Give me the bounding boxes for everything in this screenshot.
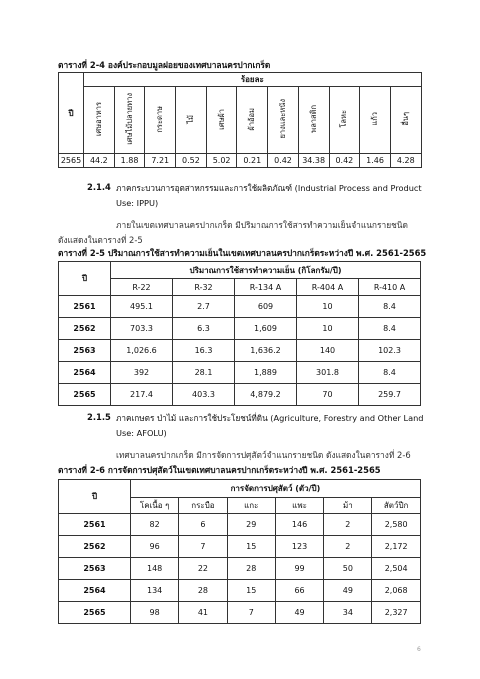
table-2-4-column-header — [298, 87, 329, 154]
table-2-5-value-cell: 1,026.6 — [111, 340, 173, 362]
table-2-5-column-header: R-404 A — [297, 279, 359, 296]
table-2-4-year-cell: 2565 — [59, 154, 84, 168]
table-2-6-value-cell: 2,068 — [372, 580, 420, 602]
table-2-5 — [58, 261, 421, 406]
table-2-4-value-cell: 44.2 — [84, 154, 115, 168]
table-2-6-value-cell: 96 — [131, 536, 179, 558]
table-2-6-caption: ตารางที่ 2-6 การจัดการปศุสัตว์ในเขตเทศบาลนครปากเกร็ดระหว่างปี พ.ศ. 2561-2565 — [58, 465, 381, 475]
table-2-5-value-cell: 495.1 — [111, 296, 173, 318]
table-2-6-value-cell: 29 — [227, 514, 275, 536]
table-2-6-value-cell: 34 — [324, 602, 372, 624]
table-2-4-column-header — [390, 87, 421, 154]
table-2-4-column-label: ผ้าอ้อม — [247, 107, 257, 131]
table-2-6-value-cell: 2,504 — [372, 558, 420, 580]
table-2-6-column-header: ม้า — [324, 498, 372, 514]
table-row — [59, 340, 421, 362]
section-2-1-4-number: 2.1.4 — [87, 182, 111, 192]
table-2-6-column-header: โคเนื้อ ๆ — [131, 498, 179, 514]
table-2-4-column-header — [145, 87, 176, 154]
table-2-6 — [58, 479, 421, 624]
table-2-4-column-header — [114, 87, 145, 154]
table-2-5-column-header: R-22 — [111, 279, 173, 296]
table-2-6-column-header: กระบือ — [179, 498, 227, 514]
table-2-6-value-cell: 123 — [275, 536, 323, 558]
table-2-6-value-cell: 15 — [227, 580, 275, 602]
table-2-6-value-cell: 7 — [227, 602, 275, 624]
table-row — [59, 296, 421, 318]
table-2-5-value-cell: 70 — [297, 384, 359, 406]
table-2-5-value-cell: 259.7 — [359, 384, 421, 406]
table-row — [59, 558, 421, 580]
table-2-5-value-cell: 10 — [297, 296, 359, 318]
table-2-5-year-cell: 2562 — [59, 318, 111, 340]
table-2-6-value-cell: 2 — [324, 514, 372, 536]
table-2-5-year-cell: 2561 — [59, 296, 111, 318]
table-2-6-value-cell: 49 — [324, 580, 372, 602]
table-2-5-value-cell: 703.3 — [111, 318, 173, 340]
table-2-5-year-cell: 2564 — [59, 362, 111, 384]
table-2-4-column-label: ไม้ — [185, 114, 195, 124]
table-2-6-year-header: ปี — [59, 480, 131, 514]
table-2-5-value-cell: 1,609 — [235, 318, 297, 340]
section-2-1-4-body: ภายในเขตเทศบาลนครปากเกร็ด มีปริมาณการใช้สารทำความเย็นจำแนกรายชนิด — [116, 220, 408, 230]
table-2-5-value-cell: 301.8 — [297, 362, 359, 384]
table-2-6-value-cell: 41 — [179, 602, 227, 624]
table-2-5-value-cell: 1,636.2 — [235, 340, 297, 362]
section-2-1-5-title-cont: Use: AFOLU) — [116, 428, 167, 438]
table-2-5-value-cell: 8.4 — [359, 296, 421, 318]
table-2-5-value-cell: 8.4 — [359, 318, 421, 340]
section-2-1-5-body: เทศบาลนครปากเกร็ด มีการจัดการปศุสัตว์จำแนกรายชนิด ดังแสดงในตารางที่ 2-6 — [116, 450, 411, 460]
table-2-4-column-header — [329, 87, 360, 154]
table-row — [59, 602, 421, 624]
table-2-4-column-header — [84, 87, 115, 154]
table-2-4-column-label: แก้ว — [370, 112, 380, 126]
table-2-6-column-header: แพะ — [275, 498, 323, 514]
table-2-4-column-label: พลาสติก — [308, 105, 318, 133]
table-2-5-value-cell: 1,889 — [235, 362, 297, 384]
table-2-6-value-cell: 2,580 — [372, 514, 420, 536]
table-2-5-value-cell: 16.3 — [173, 340, 235, 362]
table-2-5-value-cell: 10 — [297, 318, 359, 340]
table-2-6-value-cell: 50 — [324, 558, 372, 580]
table-row — [59, 384, 421, 406]
table-2-5-year-header: ปี — [59, 262, 111, 296]
table-2-5-value-cell: 2.7 — [173, 296, 235, 318]
page-number: 6 — [417, 646, 421, 653]
table-2-4-column-header — [206, 87, 237, 154]
table-2-5-value-cell: 6.3 — [173, 318, 235, 340]
table-2-6-value-cell: 146 — [275, 514, 323, 536]
section-2-1-5-title: ภาคเกษตร ป่าไม้ และการใช้ประโยชน์ที่ดิน (Agriculture, Forestry and Other Land — [116, 413, 424, 423]
table-2-4-value-cell: 1.88 — [114, 154, 145, 168]
table-2-4-year-header: ปี — [59, 73, 84, 154]
table-2-6-value-cell: 2 — [324, 536, 372, 558]
table-2-4-column-label: เศษอาหาร — [93, 101, 103, 137]
table-2-5-group-header: ปริมาณการใช้สารทำความเย็น (กิโลกรัม/ปี) — [111, 262, 421, 279]
table-2-6-value-cell: 28 — [227, 558, 275, 580]
table-2-5-column-header: R-32 — [173, 279, 235, 296]
table-2-5-value-cell: 102.3 — [359, 340, 421, 362]
table-row — [59, 536, 421, 558]
table-2-4-caption: ตารางที่ 2-4 องค์ประกอบมูลฝอยของเทศบาลนครปากเกร็ด — [58, 60, 271, 70]
table-2-4-value-cell: 1.46 — [360, 154, 391, 168]
table-2-5-value-cell: 28.1 — [173, 362, 235, 384]
table-2-6-value-cell: 99 — [275, 558, 323, 580]
table-2-4-column-label: เศษผ้า — [216, 108, 226, 130]
section-2-1-4-title: ภาคกระบวนการอุตสาหกรรมและการใช้ผลิตภัณฑ์ (Industrial Process and Product — [116, 183, 422, 193]
table-2-5-value-cell: 217.4 — [111, 384, 173, 406]
table-2-6-value-cell: 28 — [179, 580, 227, 602]
table-row — [59, 514, 421, 536]
table-2-4-value-cell: 34.38 — [298, 154, 329, 168]
table-2-4-column-header — [268, 87, 299, 154]
table-2-4 — [58, 72, 422, 168]
table-2-5-caption: ตารางที่ 2-5 ปริมาณการใช้สารทำความเย็นในเขตเทศบาลนครปากเกร็ดระหว่างปี พ.ศ. 2561-2565 — [58, 248, 427, 258]
table-2-5-value-cell: 140 — [297, 340, 359, 362]
table-2-4-group-header: ร้อยละ — [84, 73, 422, 87]
table-2-5-value-cell: 403.3 — [173, 384, 235, 406]
table-2-5-value-cell: 392 — [111, 362, 173, 384]
table-2-5-year-cell: 2563 — [59, 340, 111, 362]
table-2-6-value-cell: 7 — [179, 536, 227, 558]
table-2-6-value-cell: 15 — [227, 536, 275, 558]
section-2-1-4-body-cont: ดังแสดงในตารางที่ 2-5 — [58, 235, 143, 245]
table-2-4-column-label: อื่นๆ — [400, 112, 410, 126]
table-2-4-value-cell: 0.42 — [268, 154, 299, 168]
table-2-6-year-cell: 2561 — [59, 514, 131, 536]
table-2-4-value-cell: 0.52 — [176, 154, 207, 168]
table-2-4-column-header — [176, 87, 207, 154]
table-2-5-value-cell: 4,879.2 — [235, 384, 297, 406]
table-row — [59, 580, 421, 602]
table-2-6-value-cell: 82 — [131, 514, 179, 536]
table-2-5-value-cell: 8.4 — [359, 362, 421, 384]
section-2-1-5-number: 2.1.5 — [87, 412, 111, 422]
table-2-6-column-header: สัตว์ปีก — [372, 498, 420, 514]
table-2-6-column-header: แกะ — [227, 498, 275, 514]
table-2-4-column-label: ยางและหนัง — [277, 99, 287, 139]
table-2-4-column-header — [237, 87, 268, 154]
table-2-6-value-cell: 22 — [179, 558, 227, 580]
table-2-5-value-cell: 609 — [235, 296, 297, 318]
table-2-5-column-header: R-134 A — [235, 279, 297, 296]
table-2-6-value-cell: 6 — [179, 514, 227, 536]
table-2-4-value-cell: 7.21 — [145, 154, 176, 168]
table-2-4-column-label: โลหะ — [339, 110, 349, 128]
table-row — [59, 318, 421, 340]
table-2-6-year-cell: 2563 — [59, 558, 131, 580]
table-2-5-year-cell: 2565 — [59, 384, 111, 406]
table-2-6-year-cell: 2565 — [59, 602, 131, 624]
table-2-4-value-cell: 0.42 — [329, 154, 360, 168]
table-2-5-column-header: R-410 A — [359, 279, 421, 296]
table-2-6-value-cell: 66 — [275, 580, 323, 602]
table-row — [59, 362, 421, 384]
table-2-4-value-cell: 4.28 — [390, 154, 421, 168]
table-2-4-value-cell: 0.21 — [237, 154, 268, 168]
table-2-4-column-label: เศษไม้ปลายทาง — [124, 93, 134, 145]
table-2-6-value-cell: 2,172 — [372, 536, 420, 558]
table-2-6-value-cell: 148 — [131, 558, 179, 580]
table-2-6-year-cell: 2562 — [59, 536, 131, 558]
table-2-6-value-cell: 2,327 — [372, 602, 420, 624]
table-2-6-group-header: การจัดการปศุสัตว์ (ตัว/ปี) — [131, 480, 421, 498]
section-2-1-4-title-cont: Use: IPPU) — [116, 198, 159, 208]
table-2-6-value-cell: 134 — [131, 580, 179, 602]
table-2-6-value-cell: 98 — [131, 602, 179, 624]
table-2-4-column-label: กระดาษ — [155, 105, 165, 133]
table-2-6-value-cell: 49 — [275, 602, 323, 624]
table-2-4-column-header — [360, 87, 391, 154]
table-2-6-year-cell: 2564 — [59, 580, 131, 602]
table-2-4-value-cell: 5.02 — [206, 154, 237, 168]
